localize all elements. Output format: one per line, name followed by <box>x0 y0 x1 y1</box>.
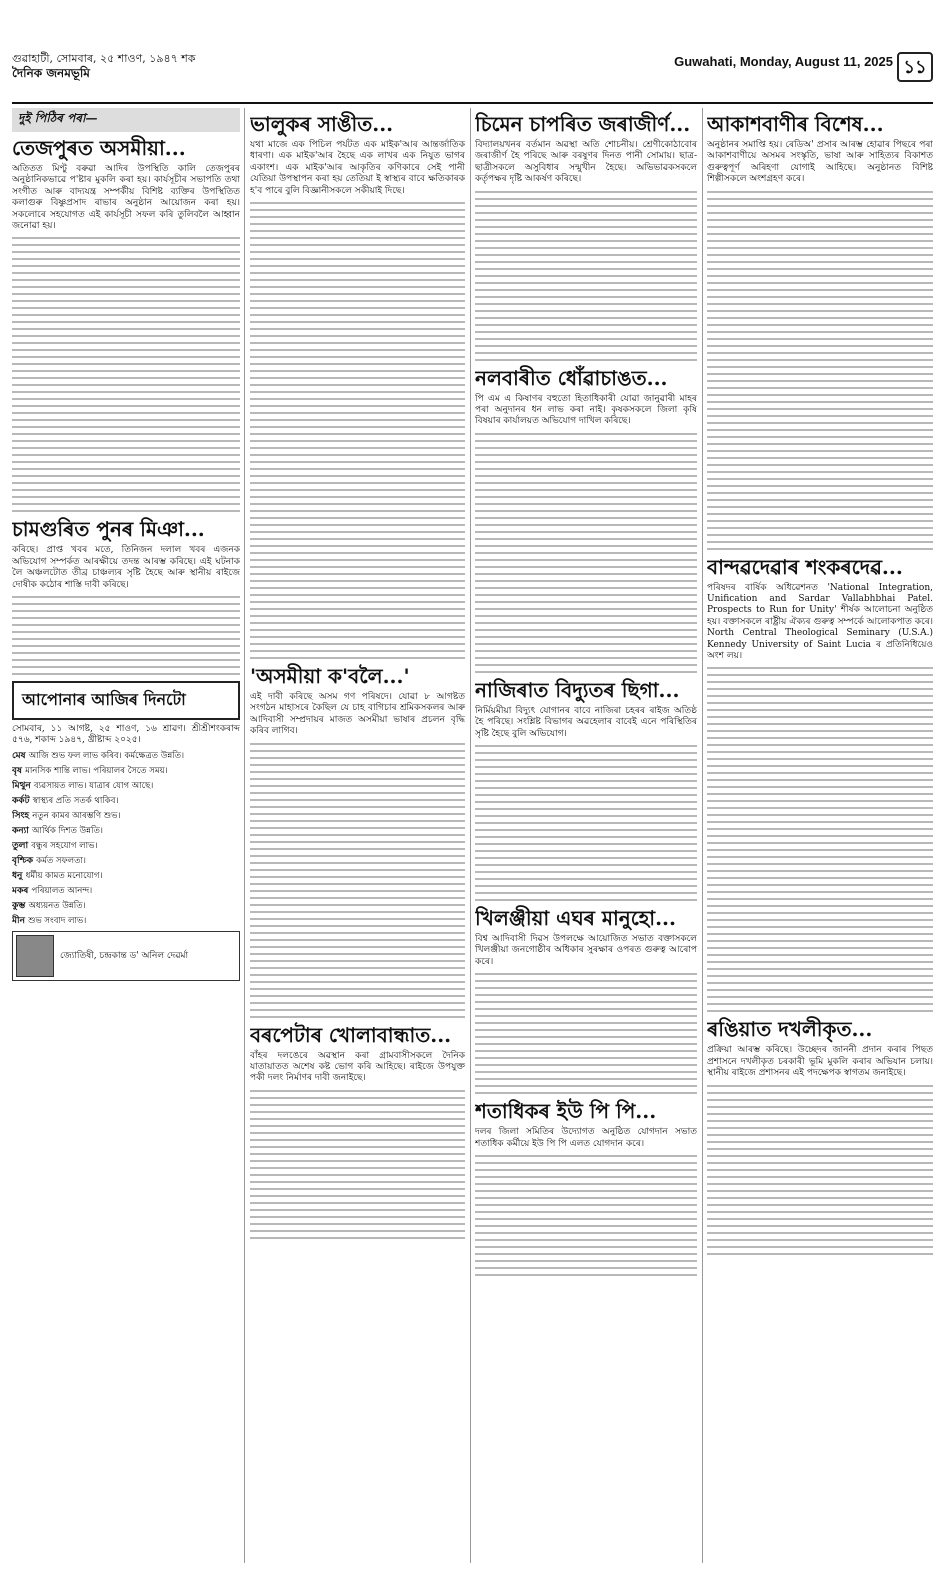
article-text: পি এম এ কিষাণৰ বহুতো হিতাধিকাৰী যোৱা জানুৱাৰী মাহৰ পৰা অনুদানৰ ধন লাভ কৰা নাই। কৃষকসকলে জিলা কৃষি বিষয়াৰ কাৰ্যালয়ত অভিযোগ দাখিল কৰিছে। <box>475 393 697 427</box>
horoscope-item <box>12 796 240 807</box>
rashi-name: কুম্ভ <box>12 900 29 911</box>
paper-name: দৈনিক জনমভূমি <box>12 66 90 80</box>
rashi-text: পৰিয়ালত আনন্দ। <box>31 885 93 896</box>
horoscope-item <box>12 856 240 867</box>
rashi-text: নতুন কামৰ আৰম্ভণি শুভ। <box>32 810 121 821</box>
horoscope-item <box>12 781 240 792</box>
rashi-text: অধ্যয়নত উন্নতি। <box>28 900 86 911</box>
headline: শতাধিকৰ ইউ পি পি... <box>475 1099 657 1124</box>
body-text-lines <box>707 1085 933 1255</box>
rashi-text: বন্ধুৰ সহযোগ লাভ। <box>31 840 98 851</box>
body-text-lines <box>12 596 240 675</box>
page-header <box>12 52 933 102</box>
rashi-text: আৰ্থিক দিশত উন্নতি। <box>32 825 103 836</box>
article-text: প্ৰক্ৰিয়া আৰম্ভ কৰিছে। উচ্ছেদৰ জাননী প্ৰদান কৰাৰ পিছত প্ৰশাসনে দখলীকৃত চৰকাৰী ভূমি মুকলি কৰাৰ অভিযান চলায়। স্থানীয় ৰাইজে প্ৰশাসনৰ এই পদক্ষেপক স্বাগতম জনাইছে। <box>707 1045 933 1079</box>
article-text: বাঁহৰ দলঙেৰে অৱস্থান কৰা গ্ৰামবাসীসকলে দৈনিক যাতায়াতত অশেষ কষ্ট ভোগ কৰি আহিছে। ৰাইজে উপযুক্ত পকী দলং নিৰ্মাণৰ দাবী জনাইছে। <box>250 1050 465 1084</box>
rashi-name: মকৰ <box>12 885 32 896</box>
horoscope-item <box>12 871 240 882</box>
headline: বান্দৱদেৱাৰ শংকৰদেৱ... <box>707 554 903 579</box>
rashi-text: আজি শুভ ফল লাভ কৰিব। কৰ্মক্ষেত্ৰত উন্নতি। <box>28 750 185 761</box>
headline: 'অসমীয়া ক'বলৈ...' <box>250 664 410 689</box>
body-text-lines <box>250 202 465 659</box>
avatar <box>16 935 54 977</box>
article-text: বিদ্যালয়খনৰ বৰ্তমান অৱস্থা অতি শোচনীয়। শ্ৰেণীকোঠাবোৰ জৰাজীৰ্ণ হৈ পৰিছে আৰু বৰষুণৰ দিনত পানী সোমায়। ছাত্ৰ-ছাত্ৰীসকলে অসুবিধাৰ সন্মুখীন হৈছে। অভিভাৱকসকলে কৰ্তৃপক্ষৰ দৃষ্টি আকৰ্ষণ কৰিছে। <box>475 140 697 185</box>
headline: আকাশবাণীৰ বিশেষ... <box>707 112 884 136</box>
dateline: গুৱাহাটী, সোমবাৰ, ২৫ শাওণ, ১৯৪৭ শক <box>12 52 196 65</box>
horoscope-box-title: আপোনাৰ আজিৰ দিনটো <box>12 681 240 720</box>
headline: ৰঙিয়াত দখলীকৃত... <box>707 1017 873 1042</box>
headline: বৰপেটাৰ খোলাবান্ধাত... <box>250 1022 452 1047</box>
rashi-name: তুলা <box>12 840 32 851</box>
rashi-text: ব্যৱসায়ত লাভ। যাত্ৰাৰ যোগ আছে। <box>33 780 154 791</box>
article-text: বিশ্ব আদিবাসী দিৱস উপলক্ষে আয়োজিত সভাত বক্তাসকলে খিলঞ্জীয়া জনগোষ্ঠীৰ অধিকাৰ সুৰক্ষাৰ ওপৰত গুৰুত্ব আৰোপ কৰে। <box>475 934 697 967</box>
astrologer-card <box>12 931 240 981</box>
headline: চিমেন চাপৰিত জৰাজীৰ্ণ... <box>475 112 691 136</box>
astrologer-name: জ্যোতিষী, চন্দ্ৰকান্ত ড' অনিল দেৱৰ্মা <box>60 951 189 962</box>
column-2 <box>250 108 465 1563</box>
body-text-lines <box>475 745 697 901</box>
column-4 <box>707 108 933 1563</box>
rashi-text: কৰ্মত সফলতা। <box>36 855 86 866</box>
body-text-lines <box>475 973 697 1094</box>
headline: তেজপুৰত অসমীয়া... <box>12 136 186 160</box>
rashi-text: শুভ সংবাদ লাভ। <box>28 915 87 926</box>
headline: নলবাৰীত ধোঁৱাচাঙত... <box>475 365 668 390</box>
rashi-name: মিথুন <box>12 780 34 791</box>
rashi-text: স্বাস্থ্যৰ প্ৰতি সতৰ্ক থাকিব। <box>32 795 119 806</box>
column-divider <box>470 108 471 1563</box>
rashi-text: মানসিক শান্তি লাভ। পৰিয়ালৰ সৈতে সময়। <box>25 765 168 776</box>
rashi-text: ধৰ্মীয় কামত মনোযোগ। <box>25 870 103 881</box>
headline: চামগুৰিত পুনৰ মিঞা... <box>12 517 205 542</box>
page-number: ১১ <box>897 52 933 82</box>
column-divider <box>702 108 703 1563</box>
horoscope-item <box>12 811 240 822</box>
headline: খিলঞ্জীয়া এঘৰ মানুহো... <box>475 906 676 931</box>
body-text-lines <box>707 191 933 550</box>
header-rule <box>12 102 933 104</box>
horoscope-item <box>12 886 240 897</box>
horoscope-item <box>12 901 240 912</box>
header-left <box>12 52 196 80</box>
rashi-name: মেষ <box>12 750 29 761</box>
headline: ভালুকৰ সাঙীত... <box>250 112 394 136</box>
article-text: পৰিষদৰ বাৰ্ষিক অধিৱেশনত 'National Integration, Unification and Sardar Vallabhbhai Patel. Prospects to Run for Unity' শীৰ্ষক আলোচনা অনুষ্ঠিত হয়। বক্তাসকলে ৰাষ্ট্ৰীয় ঐক্যৰ গুৰুত্ব সম্পৰ্কে আলোকপাত কৰে। North Central Theological Seminary (U.S.A.) Kennedy University of Saint Lucia ৰ প্ৰতিনিধিয়েও অংশ লয়। <box>707 582 933 662</box>
article-text: নিৰ্মিয়মীয়া বিদ্যুৎ যোগানৰ বাবে নাজিৰা চহৰৰ ৰাইজ অতিষ্ঠ হৈ পৰিছে। সংশ্লিষ্ট বিভাগৰ অৱহেলাৰ বাবেই এনে পৰিস্থিতিৰ সৃষ্টি হৈছে বুলি অভিযোগ। <box>475 705 697 739</box>
body-text-lines <box>475 1155 697 1276</box>
horoscope-item <box>12 841 240 852</box>
rashi-name: বৃশ্চিক <box>12 855 37 866</box>
rashi-name: সিংহ <box>12 810 33 821</box>
horoscope-item <box>12 766 240 777</box>
article-text: এই দাবী কৰিছে অসম গণ পৰিষদে। যোৱা ৮ আগষ্টত সংগঠন মাহাসৰে কৈছিল যে চাহ বাগিচাৰ শ্ৰমিকসকলৰ আৰু আদিবাসী সম্প্ৰদায়ৰ মাজত অসমীয়া ভাষাৰ প্ৰচলন বৃদ্ধি কৰিব লাগিব। <box>250 692 465 737</box>
horoscope-item <box>12 916 240 927</box>
body-text-lines <box>250 1090 465 1239</box>
kicker: দুই পিঠিৰ পৰা— <box>12 108 240 132</box>
article-text: কৰিছে। প্ৰাপ্ত খবৰ মতে, তিনিজন দলাল খবৰ এজনক অভিযোগ সম্পৰ্কত আৰক্ষীয়ে তদন্ত আৰম্ভ কৰিছে। এই ঘটনাক লৈ অঞ্চলটোত তীব্ৰ চাঞ্চল্যৰ সৃষ্টি হৈছে আৰু স্থানীয় ৰাইজে দোষীক কঠোৰ শাস্তি দাবী কৰিছে। <box>12 545 240 590</box>
column-divider <box>244 108 245 1563</box>
horoscope-list <box>12 751 240 927</box>
article-text: অনুষ্ঠানৰ সমাপ্তি হয়। ৰেডিঅ' প্ৰসাৰ আৰম্ভ হোৱাৰ পিছৰে পৰা আকাশবাণীয়ে অসমৰ সংস্কৃতি, ভাষা আৰু সাহিত্যৰ বিকাশত গুৰুত্বপূৰ্ণ অৰিহণা যোগাই আহিছে। অনুষ্ঠানত বিশিষ্ট শিল্পীসকলে অংশগ্ৰহণ কৰে। <box>707 140 933 185</box>
rashi-name: কৰ্কট <box>12 795 33 806</box>
body-text-lines <box>250 743 465 1018</box>
horoscope-item <box>12 751 240 762</box>
rashi-name: মীন <box>12 915 29 926</box>
body-text-lines <box>475 191 697 361</box>
rashi-name: বৃষ <box>12 765 26 776</box>
article-text: অতিতত মিণ্টু বৰুৱা আদিৰ উপস্থিতি কালি তেজপুৰৰ অনুষ্ঠানিকভাৱে প'ষ্টাৰ মুকলি কৰা হয়। কাৰ্যসূচীৰ সভাপতি তথা সংগীত আৰু বাদ্যযন্ত্ৰ সম্পৰ্কীয় বিশিষ্ট ব্যক্তিৰ উপস্থিতিত কলাগুৰু বিষ্ণুপ্ৰসাদ ৰাভাৰ অনুষ্ঠান আয়োজন কৰা হয়। সকলোৰে সহযোগত এই কাৰ্যসূচী সফল কৰি তুলিবলৈ আহ্বান জনোৱা হয়। <box>12 164 240 232</box>
column-1 <box>12 108 240 1563</box>
body-text-lines <box>707 667 933 1012</box>
rashi-name: কন্যা <box>12 825 33 836</box>
horoscope-intro: সোমবাৰ, ১১ আগষ্ট, ২৫ শাওণ, ১৬ শ্ৰাৱণ। শ্ৰীশ্ৰীশংকৰাব্দ ৫৭৬, শকাব্দ ১৯৪৭, খ্ৰীষ্টাব্দ ২০২৫। <box>12 724 240 746</box>
rashi-name: ধনু <box>12 870 26 881</box>
column-3 <box>475 108 697 1563</box>
article-text: দলৰ জিলা সমিতিৰ উদ্যোগত অনুষ্ঠিত যোগদান সভাত শতাধিক কৰ্মীয়ে ইউ পি পি এলত যোগদান কৰে। <box>475 1127 697 1149</box>
horoscope-item <box>12 826 240 837</box>
body-text-lines <box>475 433 697 673</box>
body-text-lines <box>12 237 240 512</box>
english-date: Guwahati, Monday, August 11, 2025 <box>674 54 893 69</box>
article-text: যথা মাজে এক পিচিল পৰ্যটত এক মাইক'আৰ আন্তৰ্জাতিক ধাৰণা। এক মাইক'আৰ হৈছে এক লাখৰ এক নিযুত ভাগৰ একাংশ। এক মাইক'আৰ আকৃতিৰ কণিকাৰে সেই পানী যেতিয়া উপস্থাপন কৰা হয় তেতিয়া ই স্বাস্থ্যৰ বাবে ক্ষতিকাৰক হ'ব পাৰে বুলি বিজ্ঞানীসকলে সকীয়াই দিছে। <box>250 140 465 196</box>
headline: নাজিৰাত বিদ্যুতৰ ছিগা... <box>475 677 680 702</box>
